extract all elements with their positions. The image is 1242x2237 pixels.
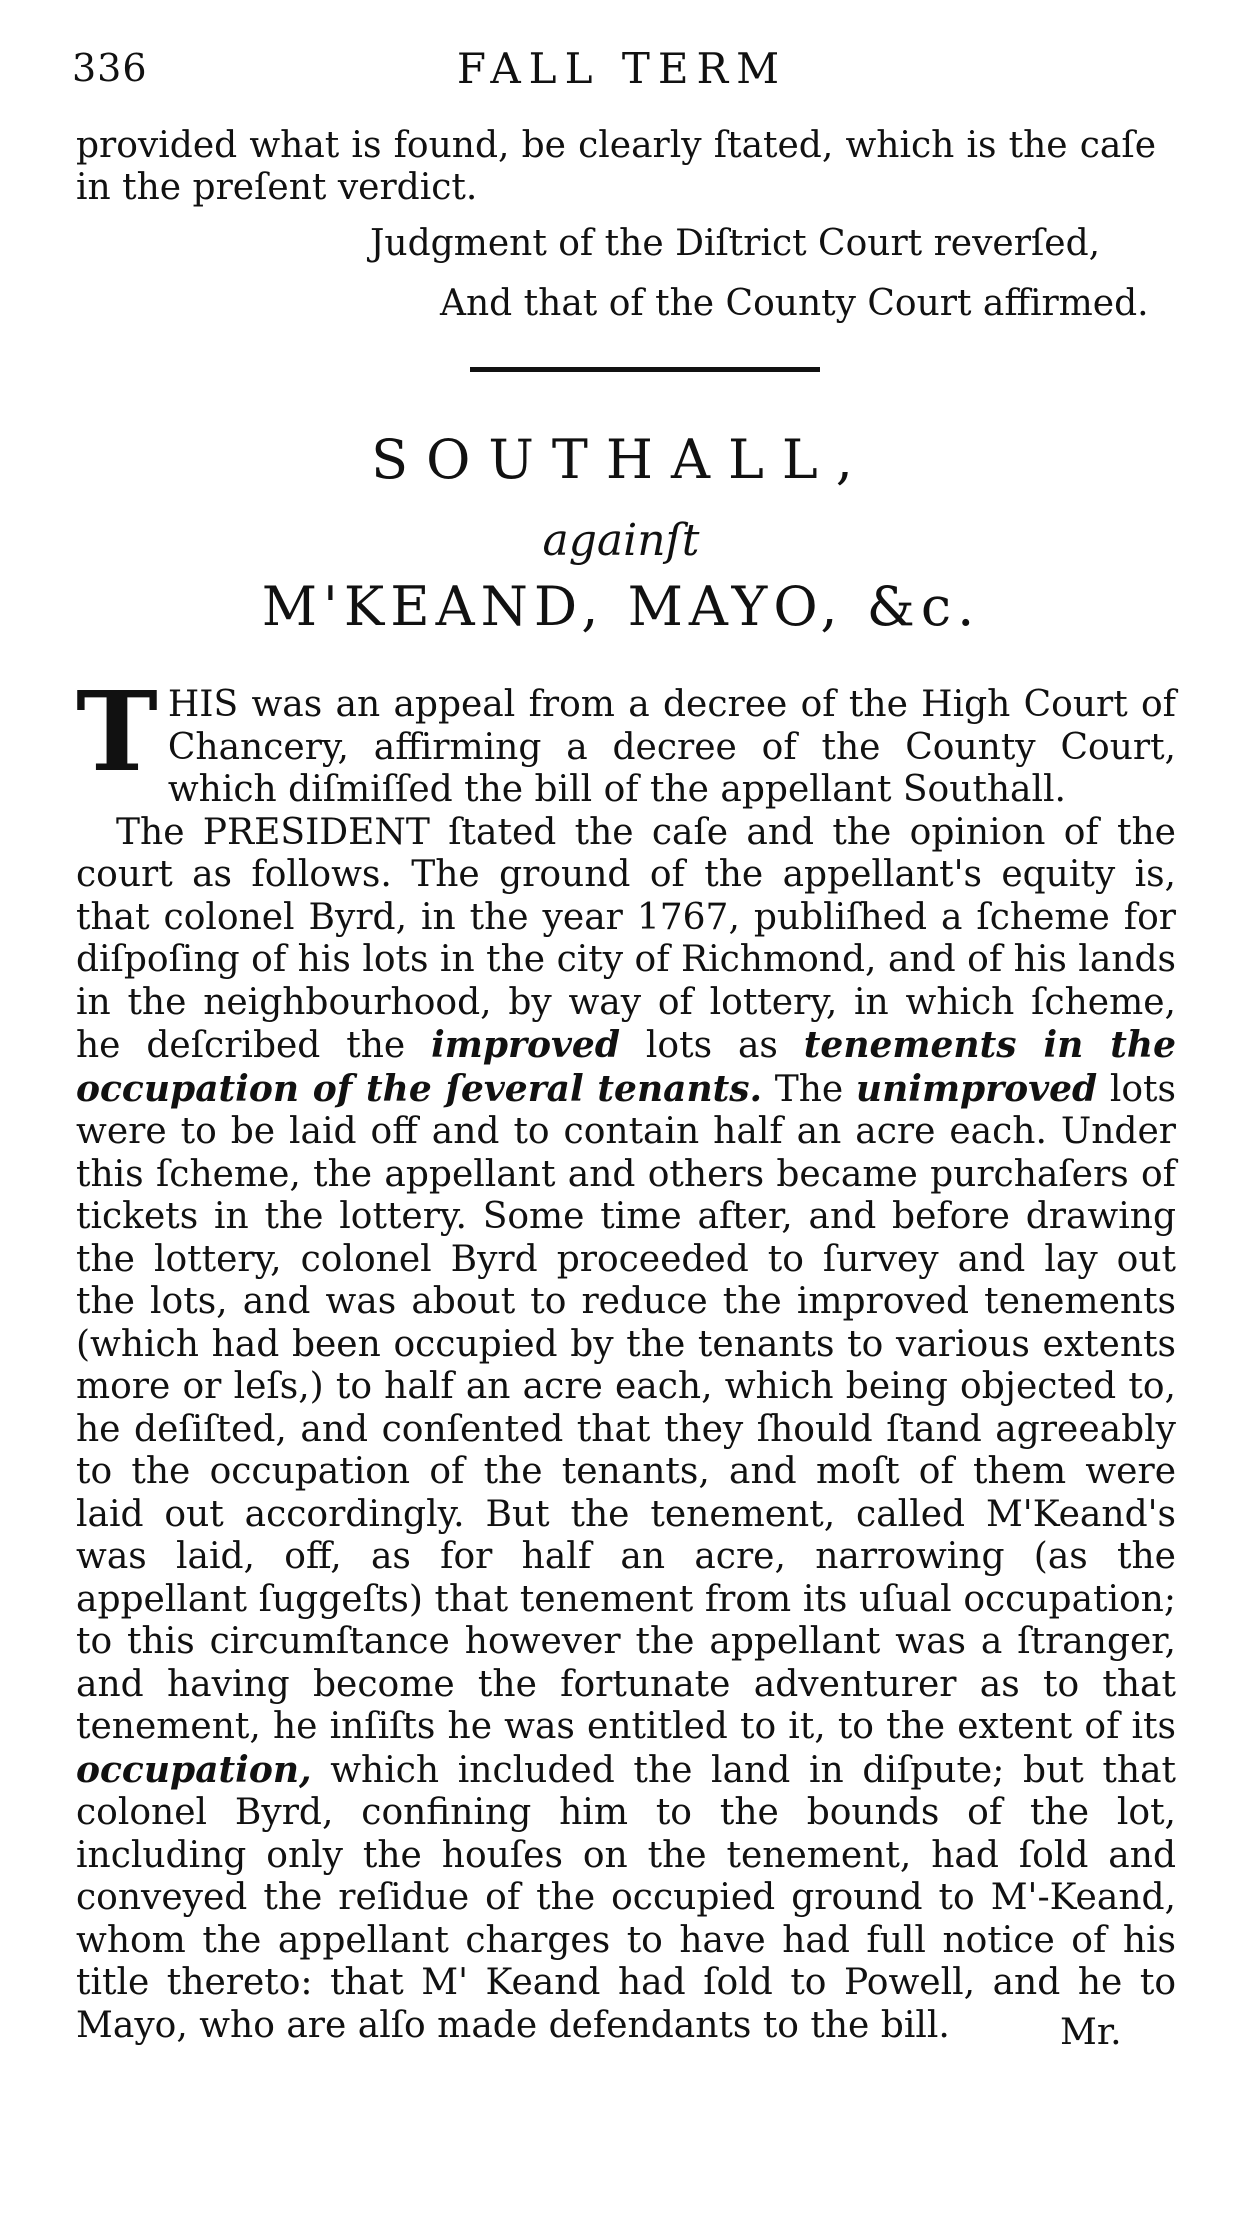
case-party-2: M'KEAND, MAYO, &c. bbox=[261, 575, 981, 638]
opening-paragraph bbox=[76, 667, 1176, 812]
case-party-1: SOUTHALL, bbox=[371, 428, 871, 491]
emphasis-improved: improved bbox=[431, 1024, 621, 1066]
text-segment: lots as bbox=[645, 1025, 778, 1066]
case-versus: againſt bbox=[542, 515, 700, 566]
page-header bbox=[72, 42, 1172, 102]
emphasis-tenements: tenements in the occupation of the ſeveral tenants. bbox=[76, 1024, 1176, 1110]
judgment-line-1: Judgment of the Diſtrict Court reverſed, bbox=[370, 223, 1101, 264]
opening-text: HIS was an appeal from a decree of the High Court of Chancery, affirming a decree of the County Court, which diſmiſſed the bill of the appellant Southall. bbox=[167, 684, 1176, 810]
drop-cap: T bbox=[76, 667, 158, 796]
emphasis-unimproved: unimproved bbox=[855, 1067, 1098, 1110]
text-segment: The bbox=[774, 1068, 844, 1110]
emphasis-occupation: occupation, bbox=[76, 1748, 312, 1791]
continuation-paragraph: provided what is found, be clearly ſtated, which is the caſe in the preſent verdict. bbox=[76, 125, 1156, 208]
text-segment: lots were to be laid off and to contain half an acre each. Under this ſcheme, the appellant and others became purchaſers of tickets in the lottery. Some time after, and before drawing the lottery, colonel Byrd proceeded to ſurvey and lay out the lots, and was about to reduce the improved tenements (which had been occupied by the tenants to various extents more or leſs,) to half an acre each, which being objected to, he deſiſted, and conſented that they ſhould ſtand agreeably to the occupation of the tenants, and moſt of them were laid out accordingly. But the tenement, called M'Keand's was laid, off, as for half an acre, narrowing (as the appellant ſuggeſts) that tenement from its uſual occupation; to this circumſtance however the appellant was a ſtranger, and having become the fortunate adventurer as to that tenement, he inſiſts he was entitled to it, to the extent of its bbox=[76, 1068, 1176, 1747]
running-head: FALL TERM bbox=[456, 44, 788, 93]
section-divider bbox=[470, 367, 820, 372]
text-segment: which included the land in diſpute; but that colonel Byrd, confining him to the bounds of the lot, including only the houſes on the tenement, had ſold and conveyed the reſidue of the occupied ground to M'-Keand, whom the appellant charges to have had full notice of his title thereto: that M' Keand had ſold to Powell, and he to Mayo, who are alſo made defendants to the bill. bbox=[76, 1749, 1176, 2046]
text-segment: The PRESIDENT ſtated the caſe and the opinion of the court as follows. The ground of the appellant's equity is, that colonel Byrd, in the year 1767, publiſhed a ſcheme for diſpoſing of his lots in the city of Richmond, and of his lands in the neighbourhood, by way of lottery, in which ſcheme, he deſcribed the bbox=[76, 811, 1176, 1066]
catchword: Mr. bbox=[1060, 2012, 1122, 2053]
page-number: 336 bbox=[72, 46, 148, 90]
case-body bbox=[76, 667, 1176, 2047]
president-paragraph bbox=[76, 812, 1176, 2048]
judgment-line-2: And that of the County Court affirmed. bbox=[440, 283, 1149, 324]
